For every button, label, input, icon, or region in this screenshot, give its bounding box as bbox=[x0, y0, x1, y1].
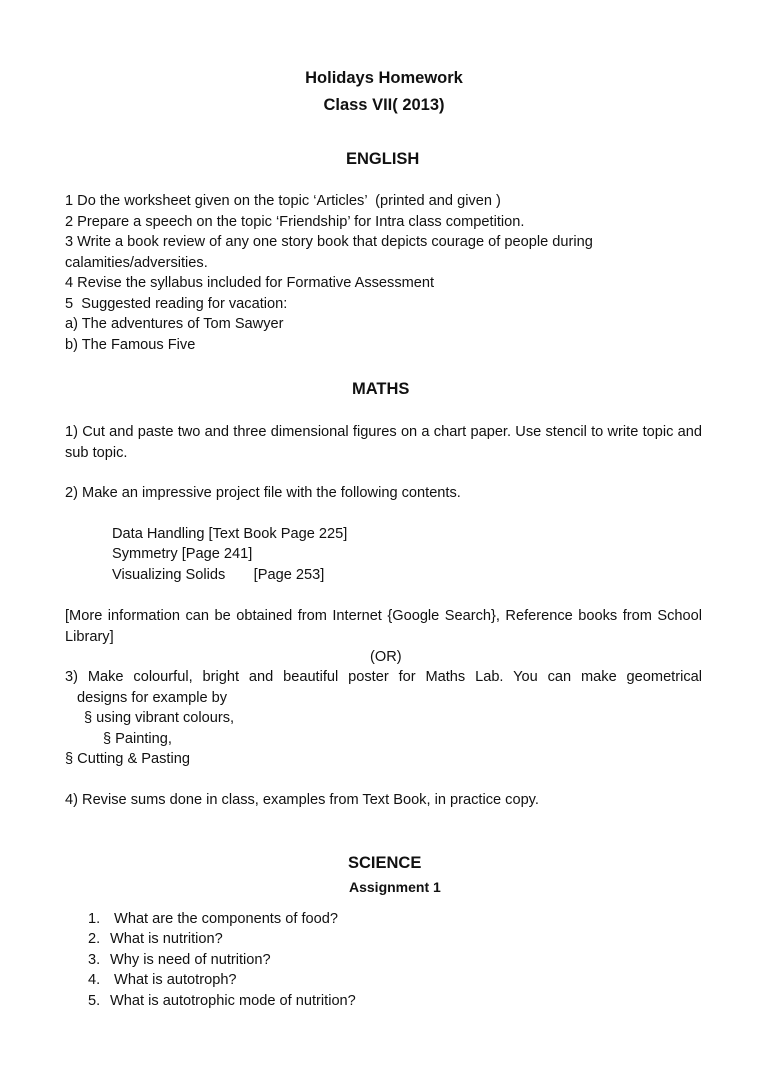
maths-heading: MATHS bbox=[352, 380, 410, 398]
science-question bbox=[88, 971, 237, 989]
maths-bullet: § Painting, bbox=[103, 731, 172, 747]
maths-content-item: Symmetry [Page 241] bbox=[112, 546, 253, 562]
science-subheading: Assignment 1 bbox=[349, 879, 441, 895]
question-number: 4. bbox=[88, 972, 101, 988]
english-heading: ENGLISH bbox=[346, 150, 420, 168]
question-number: 2. bbox=[88, 931, 101, 947]
english-line: 2 Prepare a speech on the topic ‘Friendship’ for Intra class competition. bbox=[65, 214, 525, 230]
maths-content-item: Visualizing Solids [Page 253] bbox=[112, 567, 325, 583]
maths-item-3: 3) Make colourful, bright and beautiful poster for Maths Lab. You can make geometrical bbox=[65, 669, 702, 685]
english-line: 4 Revise the syllabus included for Formative Assessment bbox=[65, 275, 435, 291]
question-text: Why is need of nutrition? bbox=[110, 952, 271, 968]
document-title: Holidays Homework bbox=[305, 69, 463, 87]
maths-item-4: 4) Revise sums done in class, examples from Text Book, in practice copy. bbox=[65, 792, 539, 808]
question-text: What is autotrophic mode of nutrition? bbox=[110, 993, 356, 1009]
maths-bullet: § using vibrant colours, bbox=[84, 710, 235, 726]
english-line: calamities/adversities. bbox=[65, 255, 208, 271]
question-number: 3. bbox=[88, 952, 101, 968]
maths-content-item: Data Handling [Text Book Page 225] bbox=[112, 526, 348, 542]
question-number: 1. bbox=[88, 911, 101, 927]
document-subtitle: Class VII( 2013) bbox=[323, 96, 445, 114]
science-question bbox=[88, 992, 356, 1010]
question-text: What is autotroph? bbox=[110, 972, 237, 988]
maths-item-2: 2) Make an impressive project file with the following contents. bbox=[65, 485, 461, 501]
maths-bullet: § Cutting & Pasting bbox=[65, 751, 190, 767]
science-heading: SCIENCE bbox=[348, 854, 422, 872]
english-line: 3 Write a book review of any one story book that depicts courage of people during bbox=[65, 234, 593, 250]
english-line: 5 Suggested reading for vacation: bbox=[65, 296, 288, 312]
question-number: 5. bbox=[88, 993, 101, 1009]
english-line: a) The adventures of Tom Sawyer bbox=[65, 316, 284, 332]
science-question bbox=[88, 951, 271, 969]
maths-more-info: [More information can be obtained from Internet {Google Search}, Reference books from School Library] bbox=[65, 608, 702, 645]
english-line: b) The Famous Five bbox=[65, 337, 196, 353]
maths-item-1: 1) Cut and paste two and three dimensional figures on a chart paper. Use stencil to write topic and sub topic. bbox=[65, 424, 702, 461]
science-question bbox=[88, 930, 223, 948]
question-text: What is nutrition? bbox=[110, 931, 223, 947]
maths-or: (OR) bbox=[370, 649, 402, 665]
science-question bbox=[88, 910, 338, 928]
question-text: What are the components of food? bbox=[110, 911, 338, 927]
maths-item-3-cont: designs for example by bbox=[77, 690, 228, 706]
english-line: 1 Do the worksheet given on the topic ‘Articles’ (printed and given ) bbox=[65, 193, 501, 209]
